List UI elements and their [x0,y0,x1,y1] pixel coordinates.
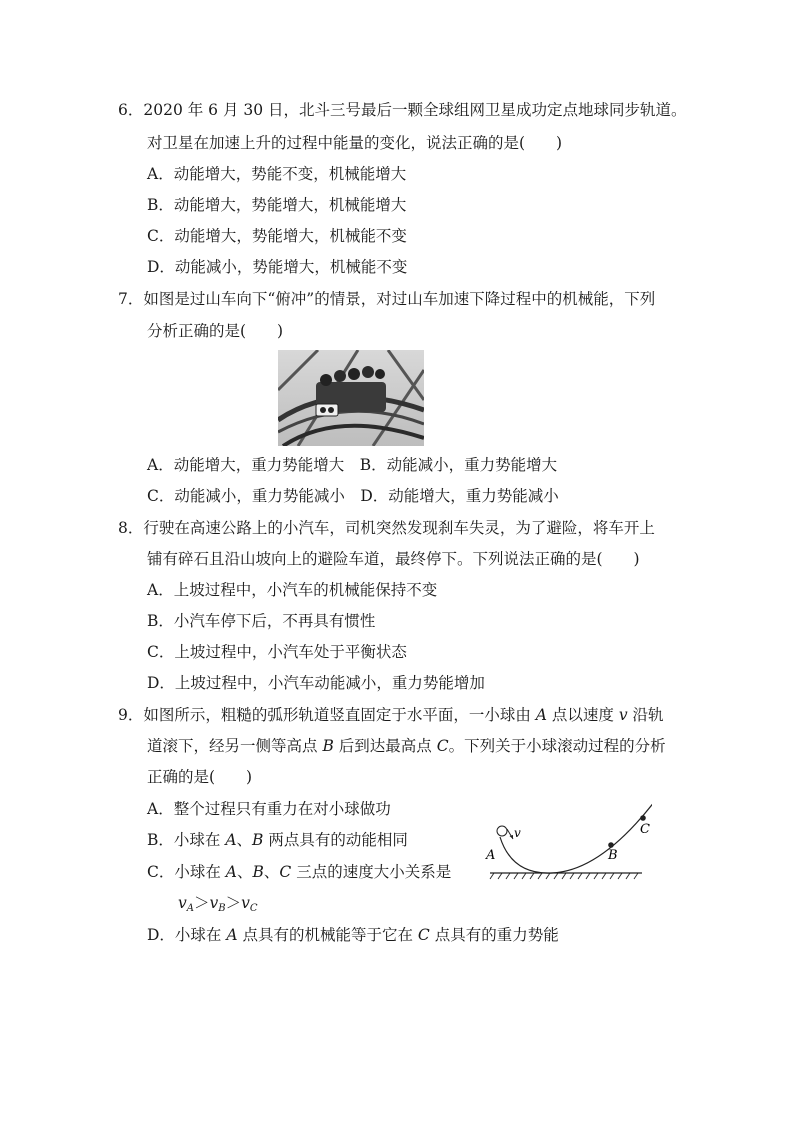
q9-stem-line1 [118,705,664,725]
q9-var-a: A [535,706,547,724]
q9-stem1-part1: 9．如图所示，粗糙的弧形轨道竖直固定于水平面，一小球由 [118,706,536,724]
q9-stem-line3: 正确的是( ) [147,768,253,786]
label-a: A [486,848,496,863]
arc-track-diagram [482,795,652,885]
q6-stem-line1: 6．2020 年 6 月 30 日，北斗三号最后一颗全球组网卫星成功定点地球同步轨道。 [118,101,687,119]
q6-option-b: B．动能增大，势能增大，机械能增大 [147,196,407,214]
q9-option-a: A．整个过程只有重力在对小球做功 [147,800,391,818]
q9-option-c [147,862,451,882]
q9-c-var-b: B [252,863,264,881]
q9-var-b: B [322,737,334,755]
q9-rel-v3: v [241,894,250,912]
point-c [640,815,646,821]
q8-option-c: C．上坡过程中，小汽车处于平衡状态 [147,643,407,661]
q9-stem2-part1: 道滚下，经另一侧等高点 [147,737,323,755]
q8-stem-line1: 8．行驶在高速公路上的小汽车，司机突然发现刹车失灵，为了避险，将车开上 [118,519,655,537]
q6-option-a: A．动能增大，势能不变，机械能增大 [147,165,407,183]
q9-rel-gt2: ＞ [225,894,242,912]
q9-c-var-c: C [279,863,292,881]
q9-b-part2: 、 [236,831,253,849]
velocity-arrowhead [510,835,514,839]
q9-b-part3: 两点具有的动能相同 [263,831,408,849]
q9-d-part2: 点具有的机械能等于它在 [237,926,418,944]
q9-rel-sub-a: A [186,903,194,914]
q9-b-part1: B．小球在 [147,831,226,849]
q9-d-part3: 点具有的重力势能 [429,926,559,944]
q7-stem-line2: 分析正确的是( ) [147,322,284,340]
q8-stem-line2: 铺有碎石且沿山坡向上的避险车道，最终停下。下列说法正确的是( ) [147,550,640,568]
q9-c-part2: 、 [237,863,253,881]
q6-option-d: D．动能减小，势能增大，机械能不变 [147,258,408,276]
q9-c-var-a: A [225,863,237,881]
q9-rel-sub-c: C [249,903,258,914]
arc-track [500,797,652,873]
q7-option-ab: A．动能增大，重力势能增大 B．动能减小，重力势能增大 [147,456,558,474]
q9-rel-v2: v [209,894,219,912]
point-b [608,842,614,848]
q9-b-var-a: A [225,831,237,849]
q9-rel-sub-b: B [218,903,226,914]
q9-d-var-c: C [417,926,430,944]
q9-c-part3: 、 [263,863,280,881]
label-c: C [640,822,650,837]
q7-stem-line1: 7．如图是过山车向下“俯冲”的情景，对过山车加速下降过程中的机械能，下列 [118,290,656,308]
q9-stem2-part3: 。下列关于小球滚动过程的分析 [448,737,666,755]
q9-var-c: C [436,737,449,755]
q9-stem1-part3: 沿轨 [627,706,664,724]
q9-rel-gt1: ＞ [194,894,210,912]
q9-c-part4: 三点的速度大小关系是 [291,863,452,881]
q7-option-cd: C．动能减小，重力势能减小 D．动能增大，重力势能减小 [147,487,559,505]
label-b: B [608,848,618,863]
q9-option-d [147,925,559,945]
q9-d-part1: D．小球在 [147,926,227,944]
ball [497,826,507,836]
ground-hatching [490,873,638,879]
q9-rel-v1: v [178,894,187,912]
q9-stem2-part2: 后到达最高点 [333,737,437,755]
label-v: v [514,826,521,840]
q8-option-d: D．上坡过程中，小汽车动能减小，重力势能增加 [147,674,485,692]
q8-option-a: A．上坡过程中，小汽车的机械能保持不变 [147,581,438,599]
q6-stem-line2: 对卫星在加速上升的过程中能量的变化，说法正确的是( ) [147,134,563,152]
q9-var-v: v [618,706,628,724]
q9-option-c-relation [178,893,258,916]
q9-stem1-part2: 点以速度 [547,706,619,724]
q9-option-b [147,830,408,850]
roller-coaster-photo [278,350,424,446]
q9-b-var-b: B [252,831,264,849]
q9-stem-line2 [147,736,666,756]
q9-d-var-a: A [226,926,238,944]
q9-c-part1: C．小球在 [147,863,226,881]
q6-option-c: C．动能增大，势能增大，机械能不变 [147,227,407,245]
q8-option-b: B．小汽车停下后，不再具有惯性 [147,612,376,630]
